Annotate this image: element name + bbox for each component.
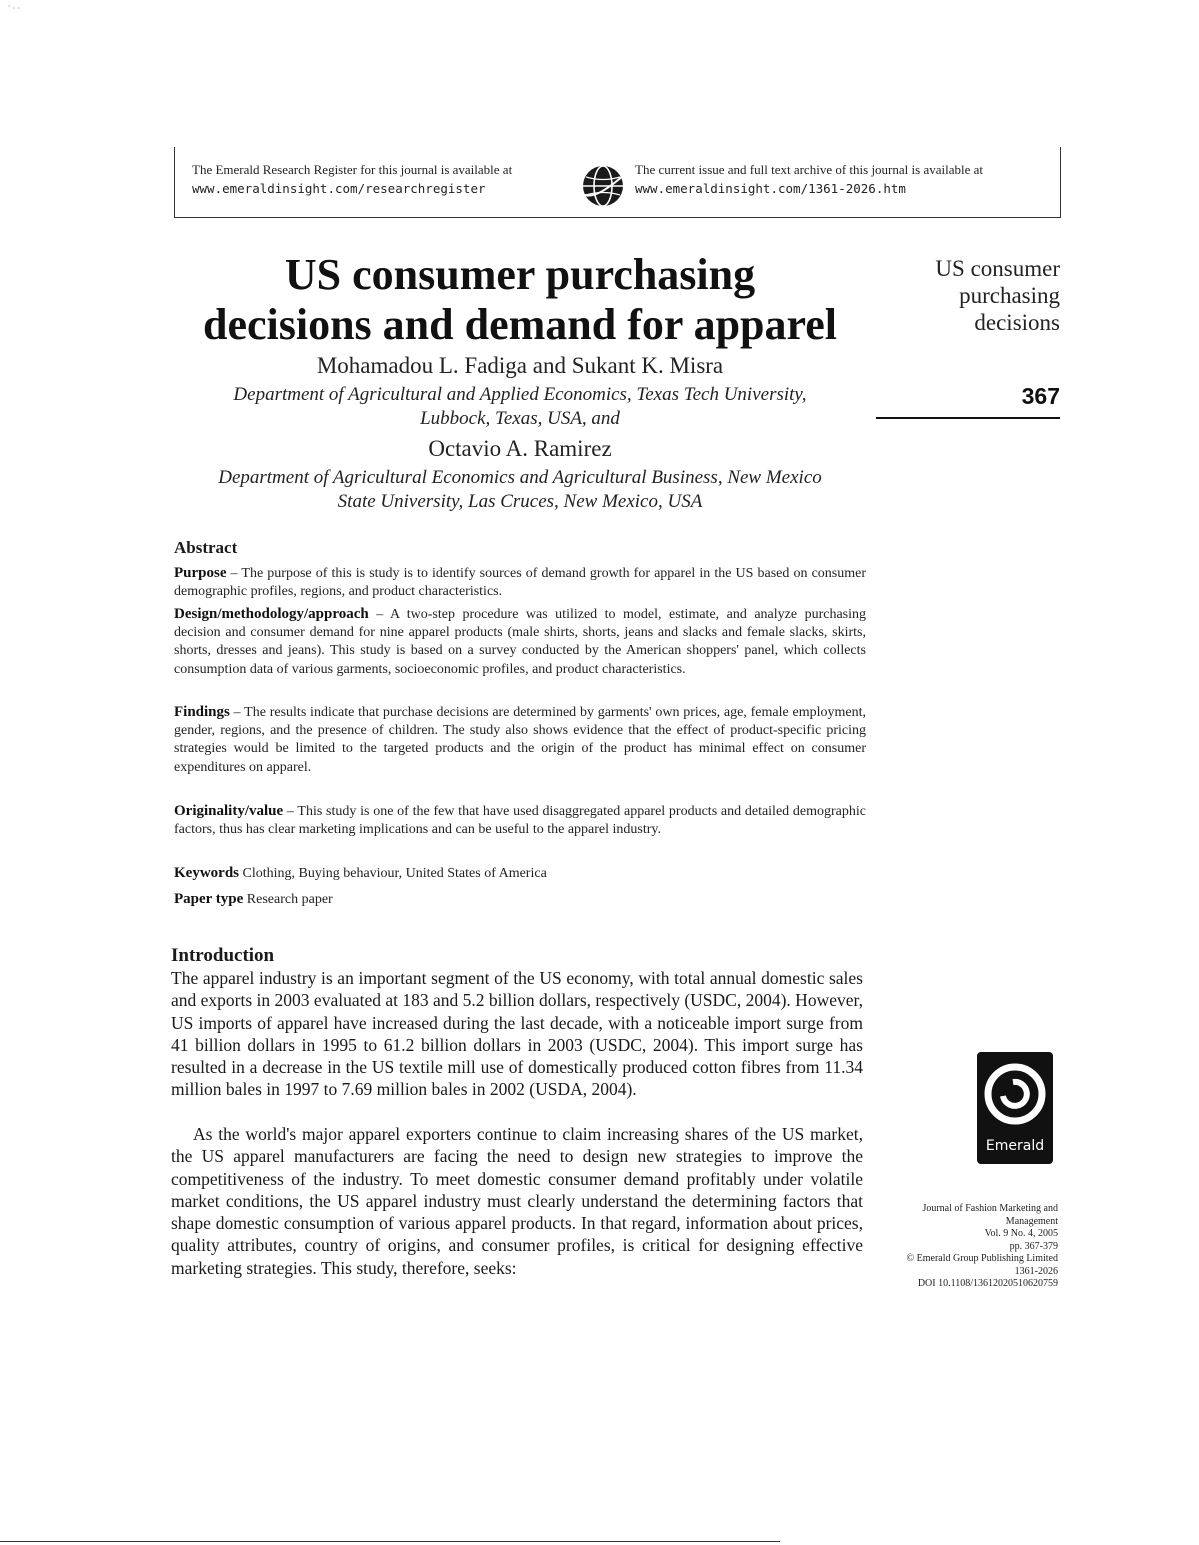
bottom-rule bbox=[0, 1541, 780, 1542]
header-right bbox=[635, 160, 983, 198]
running-title-line-3: decisions bbox=[974, 310, 1060, 335]
abstract-findings bbox=[174, 703, 866, 777]
header-left-text: The Emerald Research Register for this journal is available at bbox=[192, 162, 513, 177]
findings-text: – The results indicate that purchase decisions are determined by garments' own prices, age, female employment, gender, regions, and the presence of children. The study also shows evidence that the effect of product-specific pricing strategies would be limited to the targeted products and the origin of the product has minimal effect on consumer expenditures on apparel. bbox=[174, 705, 866, 775]
running-title-line-2: purchasing bbox=[959, 283, 1060, 308]
paper-type-label: Paper type bbox=[174, 891, 244, 907]
emerald-swirl-icon bbox=[977, 1052, 1053, 1136]
affiliation-2-line-1: Department of Agricultural Economics and Agricultural Business, New Mexico bbox=[218, 467, 822, 488]
abstract-purpose bbox=[174, 564, 866, 601]
journal-publisher: © Emerald Group Publishing Limited bbox=[906, 1253, 1058, 1264]
abstract-design bbox=[174, 605, 866, 679]
intro-paragraph-1: The apparel industry is an important segment of the US economy, with total annual domestic sales and exports in 2003 evaluated at 183 and 5.2 billion dollars, respectively (USDC, 2004). However, US imports of apparel have increased during the last decade, with a noticeable import surge from 41 billion dollars in 1995 to 61.2 billion dollars in 2003 (USDC, 2004). This import surge has resulted in a decrease in the US textile mill use of domestically produced cotton fibres from 11.34 million bales in 1997 to 7.69 million bales in 2002 (USDA, 2004). bbox=[171, 968, 863, 1100]
affiliation-2-line-2: State University, Las Cruces, New Mexico, USA bbox=[337, 491, 703, 512]
running-title-line-1: US consumer bbox=[935, 256, 1060, 281]
affiliation-1-line-1: Department of Agricultural and Applied Economics, Texas Tech University, bbox=[233, 384, 807, 405]
author-group-2: Octavio A. Ramirez bbox=[428, 436, 612, 461]
page-number: 367 bbox=[1021, 383, 1060, 409]
journal-name-line-2: Management bbox=[1005, 1215, 1058, 1227]
originality-label: Originality/value bbox=[174, 803, 284, 819]
header-right-text: The current issue and full text archive of this journal is available at bbox=[635, 162, 983, 177]
journal-issn: 1361-2026 bbox=[1014, 1265, 1058, 1277]
title-line-2: decisions and demand for apparel bbox=[202, 300, 838, 349]
keywords-text: Clothing, Buying behaviour, United States of America bbox=[239, 866, 547, 881]
journal-archive-link[interactable]: www.emeraldinsight.com/1361-2026.htm bbox=[635, 181, 906, 196]
abstract-originality bbox=[174, 802, 866, 839]
design-text: – A two-step procedure was utilized to model, estimate, and analyze purchasing decision and consumer demand for nine apparel products (male shirts, shorts, jeans and slacks and female slacks, skirts, shorts, dresses and jeans). This study is based on a survey conducted by the American shoppers' panel, which collects consumption data of various garments, socioeconomic profiles, and product characteristics. bbox=[174, 607, 866, 677]
globe-icon bbox=[580, 163, 626, 209]
journal-doi: DOI 10.1108/13612020510620759 bbox=[917, 1278, 1058, 1289]
header-left bbox=[192, 160, 512, 198]
journal-info bbox=[860, 1203, 1058, 1291]
introduction-heading: Introduction bbox=[171, 945, 275, 966]
title-line-1: US consumer purchasing bbox=[284, 250, 756, 299]
affiliation-1-line-2: Lubbock, Texas, USA, and bbox=[420, 408, 620, 429]
findings-label: Findings bbox=[174, 704, 230, 720]
purpose-text: – The purpose of this is study is to identify sources of demand growth for apparel in the US based on consumer demographic profiles, regions, and product characteristics. bbox=[174, 566, 866, 600]
scan-speck: ` · · bbox=[8, 4, 20, 13]
paper-type-text: Research paper bbox=[243, 892, 333, 907]
affiliation-1 bbox=[160, 383, 880, 431]
design-label: Design/methodology/approach bbox=[174, 606, 369, 622]
side-divider bbox=[876, 417, 1060, 419]
originality-text: – This study is one of the few that have used disaggregated apparel products and detailed demographic factors, thus has clear marketing implications and can be useful to the apparel industry. bbox=[174, 804, 866, 838]
purpose-label: Purpose bbox=[174, 565, 227, 581]
journal-pages: pp. 367-379 bbox=[1009, 1240, 1058, 1252]
keywords-label: Keywords bbox=[174, 865, 239, 881]
running-title bbox=[880, 255, 1060, 336]
intro-paragraph-2: As the world's major apparel exporters continue to claim increasing shares of the US market, the US apparel manufacturers are facing the need to design new strategies to improve the competitiveness of the industry. To meet domestic consumer demand profitably under volatile market conditions, the US apparel industry must clearly understand the determining factors that shape domestic consumption of various apparel products. In that regard, information about prices, quality attributes, country of origins, and consumer profiles, is critical for designing effective marketing strategies. This study, therefore, seeks: bbox=[171, 1124, 863, 1278]
affiliation-2 bbox=[160, 466, 880, 514]
author-group-1: Mohamadou L. Fadiga and Sukant K. Misra bbox=[316, 353, 724, 378]
journal-name-line-1: Journal of Fashion Marketing and bbox=[922, 1203, 1058, 1214]
journal-volume: Vol. 9 No. 4, 2005 bbox=[984, 1228, 1058, 1239]
keywords bbox=[174, 865, 547, 882]
research-register-link[interactable]: www.emeraldinsight.com/researchregister bbox=[192, 181, 486, 196]
emerald-logo-label: Emerald bbox=[985, 1138, 1045, 1154]
paper-type bbox=[174, 891, 333, 908]
paper-title bbox=[160, 250, 880, 350]
abstract-heading: Abstract bbox=[174, 538, 238, 557]
